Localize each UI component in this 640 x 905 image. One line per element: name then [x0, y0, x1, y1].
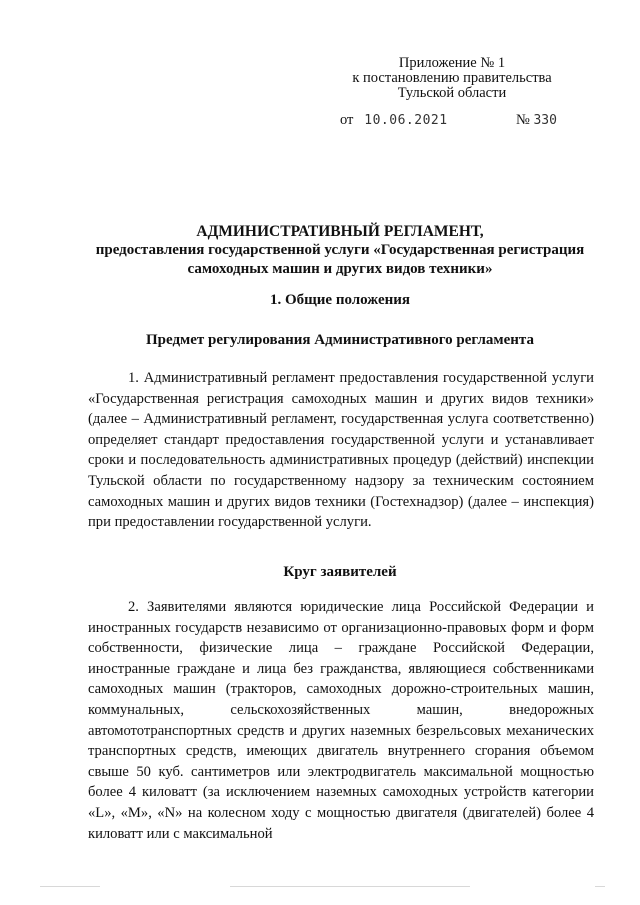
title-sub-line-2: самоходных машин и других видов техники» [187, 261, 493, 277]
subsection-heading-applicants: Круг заявителей [283, 564, 397, 580]
section-heading-general: 1. Общие положения [269, 292, 411, 308]
document-title [80, 222, 600, 279]
appendix-line-3: Тульской области [397, 85, 507, 101]
paragraph-1: 1. Административный регламент предоставления государственной услуги «Государственная регистрация самоходных машин и других видов техники» (далее – Административный регламент, государственная услуга соответственно) определяет стандарт предоставления государственной услуги и устанавливает сроки и последовательность административных процедур (действий) инспекции Тульской области по государственному надзору за техническим состоянием самоходных машин и других видов техники (Гостехнадзор) (далее – инспекция) при предоставлении государственной услуги. [88, 370, 594, 531]
title-sub-line-1: предоставления государственной услуги «Государственная регистрация [95, 242, 585, 258]
appendix-line-2: к постановлению правительства [352, 70, 552, 86]
decree-date [340, 112, 448, 129]
scan-artifacts [30, 884, 610, 890]
title-main: АДМИНИСТРАТИВНЫЙ РЕГЛАМЕНТ, [196, 223, 484, 240]
appendix-line-1: Приложение № 1 [398, 55, 506, 71]
number-prefix: № [516, 112, 530, 128]
date-value: 10.06.2021 [364, 113, 448, 128]
paragraph-2: 2. Заявителями являются юридические лица Российской Федерации и иностранных государств независимо от организационно-правовых форм и форм собственности, физические лица – граждане Российской Федерации, иностранные граждане и лица без гражданства, являющиеся собственниками самоходных машин (тракторов, самоходных дорожно-строительных машин, коммунальных, сельскохозяйственных машин, внедорожных автомототранспортных средств и других наземных безрельсовых механических транспортных средств, имеющих двигатель внутреннего сгорания объемом свыше 50 куб. сантиметров или электродвигатель максимальной мощностью более 4 киловатт (за исключением наземных самоходных устройств категории «L», «M», «N» на колесном ходу с мощностью двигателя (двигателей) более 4 киловатт или с максимальной [88, 599, 594, 842]
appendix-header [330, 56, 574, 101]
subsection-heading-subject: Предмет регулирования Административного регламента [146, 332, 534, 348]
decree-number [516, 112, 557, 129]
date-prefix: от [340, 112, 354, 128]
number-value: 330 [533, 113, 557, 128]
